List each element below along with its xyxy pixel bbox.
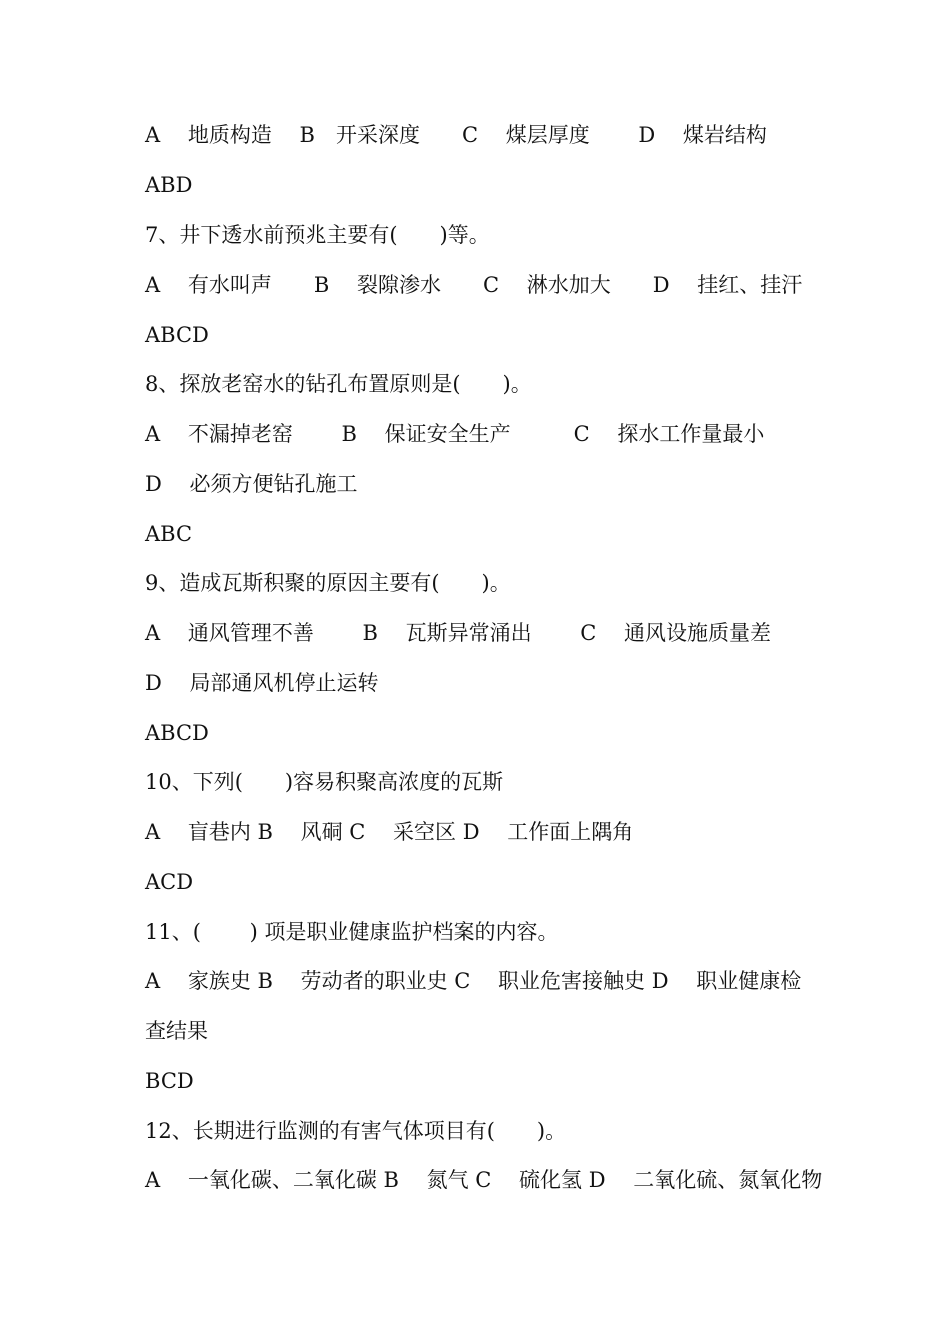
options-q6: A 地质构造 B 开采深度 C 煤层厚度 D 煤岩结构	[145, 123, 767, 147]
answer-q11: BCD	[145, 1069, 194, 1093]
options-q11-line2: 查结果	[145, 1019, 208, 1043]
options-q11-line1: A 家族史 B 劳动者的职业史 C 职业危害接触史 D 职业健康检	[145, 969, 802, 993]
answer-q8: ABC	[145, 522, 193, 546]
question-12: 12、长期进行监测的有害气体项目有( )。	[145, 1119, 567, 1143]
question-8: 8、探放老窑水的钻孔布置原则是( )。	[145, 372, 532, 396]
answer-q9: ABCD	[145, 721, 209, 745]
question-7: 7、井下透水前预兆主要有( )等。	[145, 223, 490, 247]
options-q9-line1: A 通风管理不善 B 瓦斯异常涌出 C 通风设施质量差	[145, 621, 772, 645]
question-9: 9、造成瓦斯积聚的原因主要有( )。	[145, 571, 511, 595]
answer-q7: ABCD	[145, 323, 209, 347]
options-q12: A 一氧化碳、二氧化碳 B 氮气 C 硫化氢 D 二氧化硫、氮氧化物	[145, 1168, 823, 1192]
question-11: 11、( ) 项是职业健康监护档案的内容。	[145, 920, 559, 944]
options-q8-line2: D 必须方便钻孔施工	[145, 472, 358, 496]
options-q10: A 盲巷内 B 风硐 C 采空区 D 工作面上隅角	[145, 820, 634, 844]
options-q7: A 有水叫声 B 裂隙渗水 C 淋水加大 D 挂红、挂汗	[145, 273, 803, 297]
answer-q10: ACD	[145, 870, 194, 894]
question-10: 10、下列( )容易积聚高浓度的瓦斯	[145, 770, 504, 794]
options-q9-line2: D 局部通风机停止运转	[145, 671, 379, 695]
options-q8-line1: A 不漏掉老窑 B 保证安全生产 C 探水工作量最小	[145, 422, 765, 446]
answer-q6: ABD	[145, 173, 193, 197]
